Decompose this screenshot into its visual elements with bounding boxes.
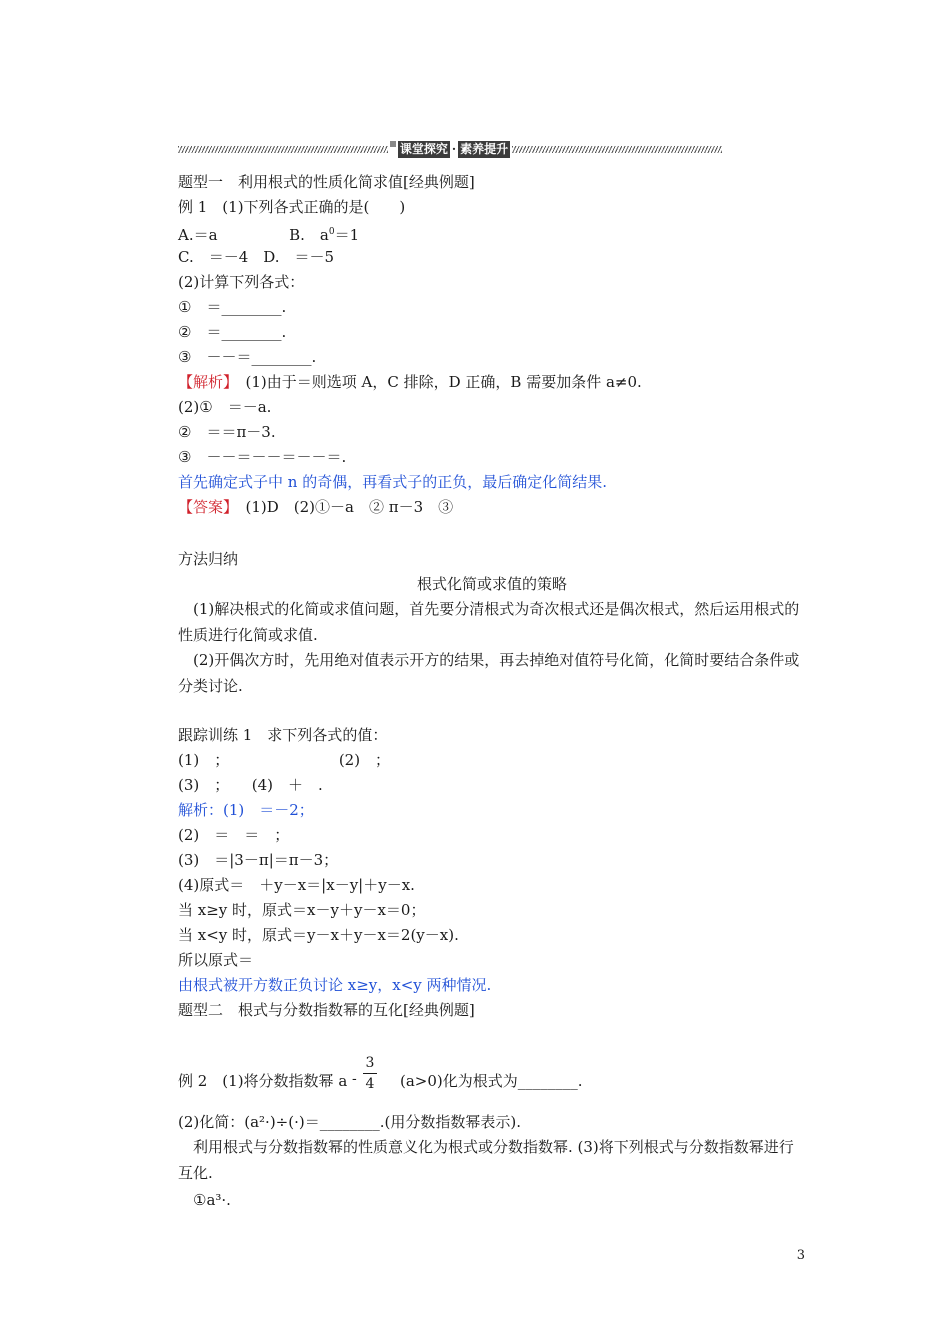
example2-q2: (2)化简：(a²·)÷(·)＝________.(用分数指数幂表示). <box>178 1113 521 1131</box>
analysis-text: (1)由于＝则选项 A，C 排除，D 正确，B 需要加条件 a≠0. <box>230 373 642 391</box>
option-b: B. a <box>289 226 329 244</box>
section-banner <box>178 140 722 158</box>
strategy-p1: (1)解决根式的化简或求值问题，首先要分清根式为奇次根式还是偶次根式，然后运用根式的性质进行化简或求值. <box>178 600 800 644</box>
practice-2: (2) ； <box>338 751 391 769</box>
frac-denominator: 4 <box>365 1076 375 1092</box>
option-b-rest: ＝1 <box>334 226 360 244</box>
option-a: A.＝a <box>178 226 218 244</box>
method-heading: 方法归纳 <box>178 550 239 568</box>
example2-q1-left: 例 2 (1)将分数指数幂 a <box>178 1072 348 1090</box>
banner-hatch-left <box>178 146 388 153</box>
example1-q2: (2)计算下列各式： <box>178 273 305 291</box>
banner-title <box>390 141 510 158</box>
strategy-title: 根式化简或求值的策略 <box>416 575 567 593</box>
tip-note-2: 由根式被开方数正负讨论 x≥y，x<y 两种情况. <box>178 976 492 994</box>
solution-4: (4)原式＝ ＋y－x＝|x－y|＋y－x. <box>178 876 415 894</box>
practice-heading: 跟踪训练 1 求下列各式的值： <box>178 726 388 744</box>
analysis-line <box>178 372 642 392</box>
frac-exp-minus: - <box>352 1071 357 1087</box>
solution-1 <box>178 800 314 820</box>
option-b-exp: 0 <box>328 227 335 237</box>
option-a-b <box>178 222 359 245</box>
example2-q3-item1: ①a³·. <box>193 1191 231 1209</box>
q2-item2: ② ＝________. <box>178 323 287 341</box>
frac-numerator: 3 <box>365 1055 375 1071</box>
banner-square-icon <box>390 141 396 147</box>
practice-3-4: (3) ； (4) ＋ . <box>178 776 323 794</box>
example2-q1-right: (a>0)化为根式为________. <box>400 1072 583 1090</box>
strategy-p2: (2)开偶次方时，先用绝对值表示开方的结果，再去掉绝对值符号化简，化简时要结合条件或分类讨论. <box>178 651 800 695</box>
answer-text: (1)D (2)①－a ② π－3 ③ <box>230 498 454 516</box>
analysis-label: 【解析】 <box>178 373 231 391</box>
banner-right: 素养提升 <box>460 141 509 156</box>
example2-note: 利用根式与分数指数幂的性质意义化为根式或分数指数幂. (3)将下列根式与分数指数幂进行互化. <box>178 1138 794 1182</box>
practice-1-2 <box>178 750 390 770</box>
frac-bar <box>363 1073 377 1074</box>
heading-type2: 题型二 根式与分数指数幂的互化[经典例题] <box>178 1001 475 1019</box>
answer-label: 【答案】 <box>178 498 231 516</box>
analysis-2-1: (2)① ＝－a. <box>178 398 272 416</box>
solution-conclusion: 所以原式＝ <box>178 951 254 969</box>
q2-item3: ③ －－＝________. <box>178 348 317 366</box>
page-number: 3 <box>796 1248 805 1263</box>
analysis-2-3: ③ －－＝－－＝－－＝. <box>178 448 347 466</box>
solution-1-text: 解析：(1) ＝－2； <box>178 801 314 819</box>
banner-left: 课堂探究 <box>399 141 448 156</box>
solution-3: (3) ＝|3－π|＝π－3； <box>178 851 339 869</box>
example1-q1: 例 1 (1)下列各式正确的是( ) <box>178 198 406 216</box>
solution-2: (2) ＝ ＝ ； <box>178 826 290 844</box>
solution-case2: 当 x<y 时，原式＝y－x＋y－x＝2(y－x). <box>178 926 459 944</box>
solution-case1: 当 x≥y 时，原式＝x－y＋y－x＝0； <box>178 901 426 919</box>
practice-1: (1) ； <box>178 751 230 769</box>
banner-hatch-right <box>512 146 722 153</box>
q2-item1: ① ＝________. <box>178 298 287 316</box>
banner-sep: · <box>451 141 457 156</box>
option-c-d: C. ＝－4 D. ＝－5 <box>178 248 335 266</box>
analysis-2-2: ② ＝＝π－3. <box>178 423 276 441</box>
tip-note-1: 首先确定式子中 n 的奇偶，再看式子的正负，最后确定化简结果. <box>178 473 607 491</box>
answer-line <box>178 497 453 517</box>
heading-type1: 题型一 利用根式的性质化简求值[经典例题] <box>178 173 475 191</box>
frac-exponent <box>363 1055 377 1092</box>
